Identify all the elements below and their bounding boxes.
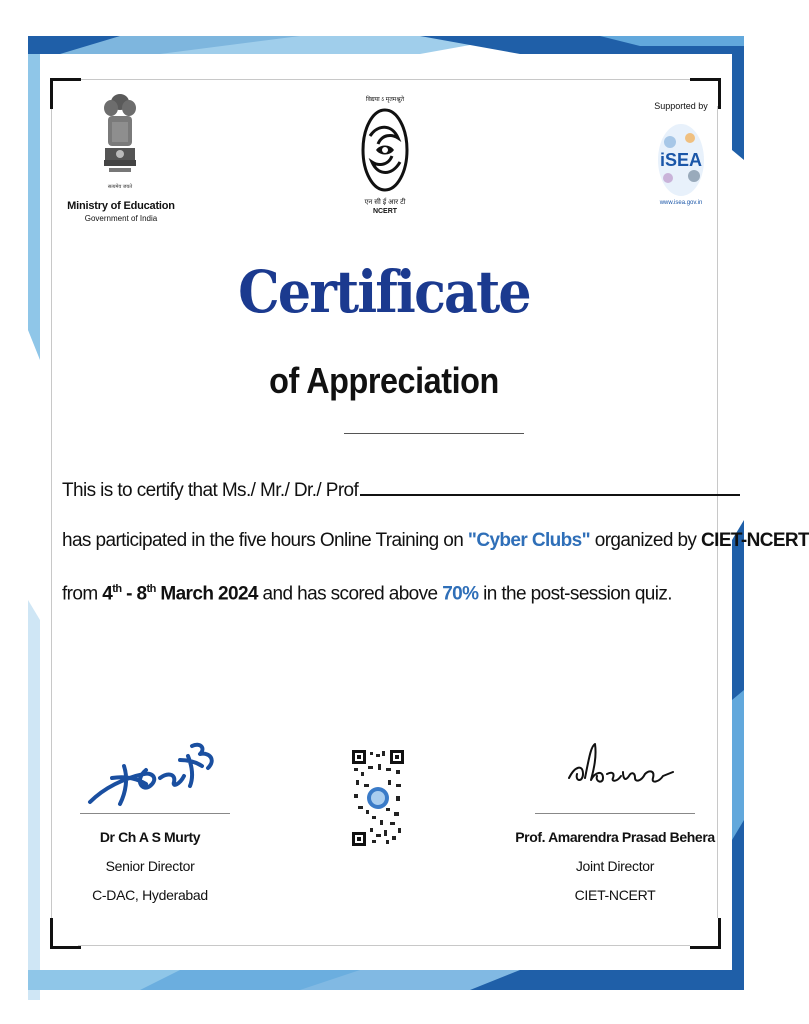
emblem-motto: सत्यमेव जयते <box>107 184 133 190</box>
isea-url: www.isea.gov.in <box>659 200 703 206</box>
signatory-2-name: Prof. Amarendra Prasad Behera <box>515 829 715 845</box>
corner-bracket <box>50 78 81 109</box>
start-day-suffix: th <box>112 583 122 595</box>
score-value: 70% <box>442 583 479 605</box>
corner-bracket <box>50 918 81 949</box>
supported-by-label: Supported by <box>654 101 708 111</box>
ncert-logo-icon <box>358 106 412 196</box>
signatory-1-role: Senior Director <box>105 858 195 874</box>
signatory-1-org: C-DAC, Hyderabad <box>92 887 208 903</box>
qr-code-icon <box>352 750 404 846</box>
ministry-name: Ministry of Education <box>67 200 175 212</box>
participation-text: has participated in the five hours Online Training on <box>62 530 468 551</box>
signature-line <box>80 813 230 814</box>
title-underline <box>344 433 524 434</box>
ncert-name: NCERT <box>372 208 398 215</box>
scored-text: and has scored above <box>257 583 443 605</box>
frame-line <box>51 106 52 918</box>
end-day: 8 <box>136 583 147 605</box>
organized-by-text: organized by <box>590 530 702 551</box>
start-day: 4 <box>102 583 113 605</box>
signatory-2-org: CIET-NCERT <box>574 887 656 903</box>
recipient-name-blank <box>360 476 740 496</box>
certificate-title: Certificate <box>238 258 530 326</box>
certify-line <box>62 476 722 502</box>
ncert-hindi-name: एन सी ई आर टी <box>364 199 406 206</box>
signature-1-image <box>84 726 224 810</box>
certify-text: This is to certify that Ms./ Mr./ Dr./ Prof <box>62 480 359 501</box>
signature-2-image <box>565 738 677 790</box>
date-score-line <box>62 583 722 605</box>
quiz-text: in the post-session quiz. <box>478 583 672 605</box>
frame-line <box>78 79 690 80</box>
end-day-suffix: th <box>146 583 156 595</box>
date-dash: - <box>121 583 137 605</box>
signatory-1-name: Dr Ch A S Murty <box>99 829 201 845</box>
from-text: from <box>62 583 103 605</box>
frame-line <box>717 106 718 918</box>
signatory-2-role: Joint Director <box>575 858 655 874</box>
frame-line <box>78 945 690 946</box>
isea-logo-icon <box>656 118 706 198</box>
organizer-name: CIET-NCERT <box>701 530 809 551</box>
participation-line <box>62 530 809 552</box>
ministry-subtitle: Government of India <box>84 214 158 223</box>
training-name: "Cyber Clubs" <box>467 530 591 551</box>
ashoka-emblem-icon <box>100 92 140 182</box>
corner-bracket <box>690 918 721 949</box>
ncert-motto: विद्यया ऽ मृतमश्नुते <box>365 97 405 103</box>
month-year: March 2024 <box>155 583 258 605</box>
svg-text:iSEA: iSEA <box>659 150 703 170</box>
signature-line <box>535 813 695 814</box>
certificate-subtitle: of Appreciation <box>269 360 499 401</box>
